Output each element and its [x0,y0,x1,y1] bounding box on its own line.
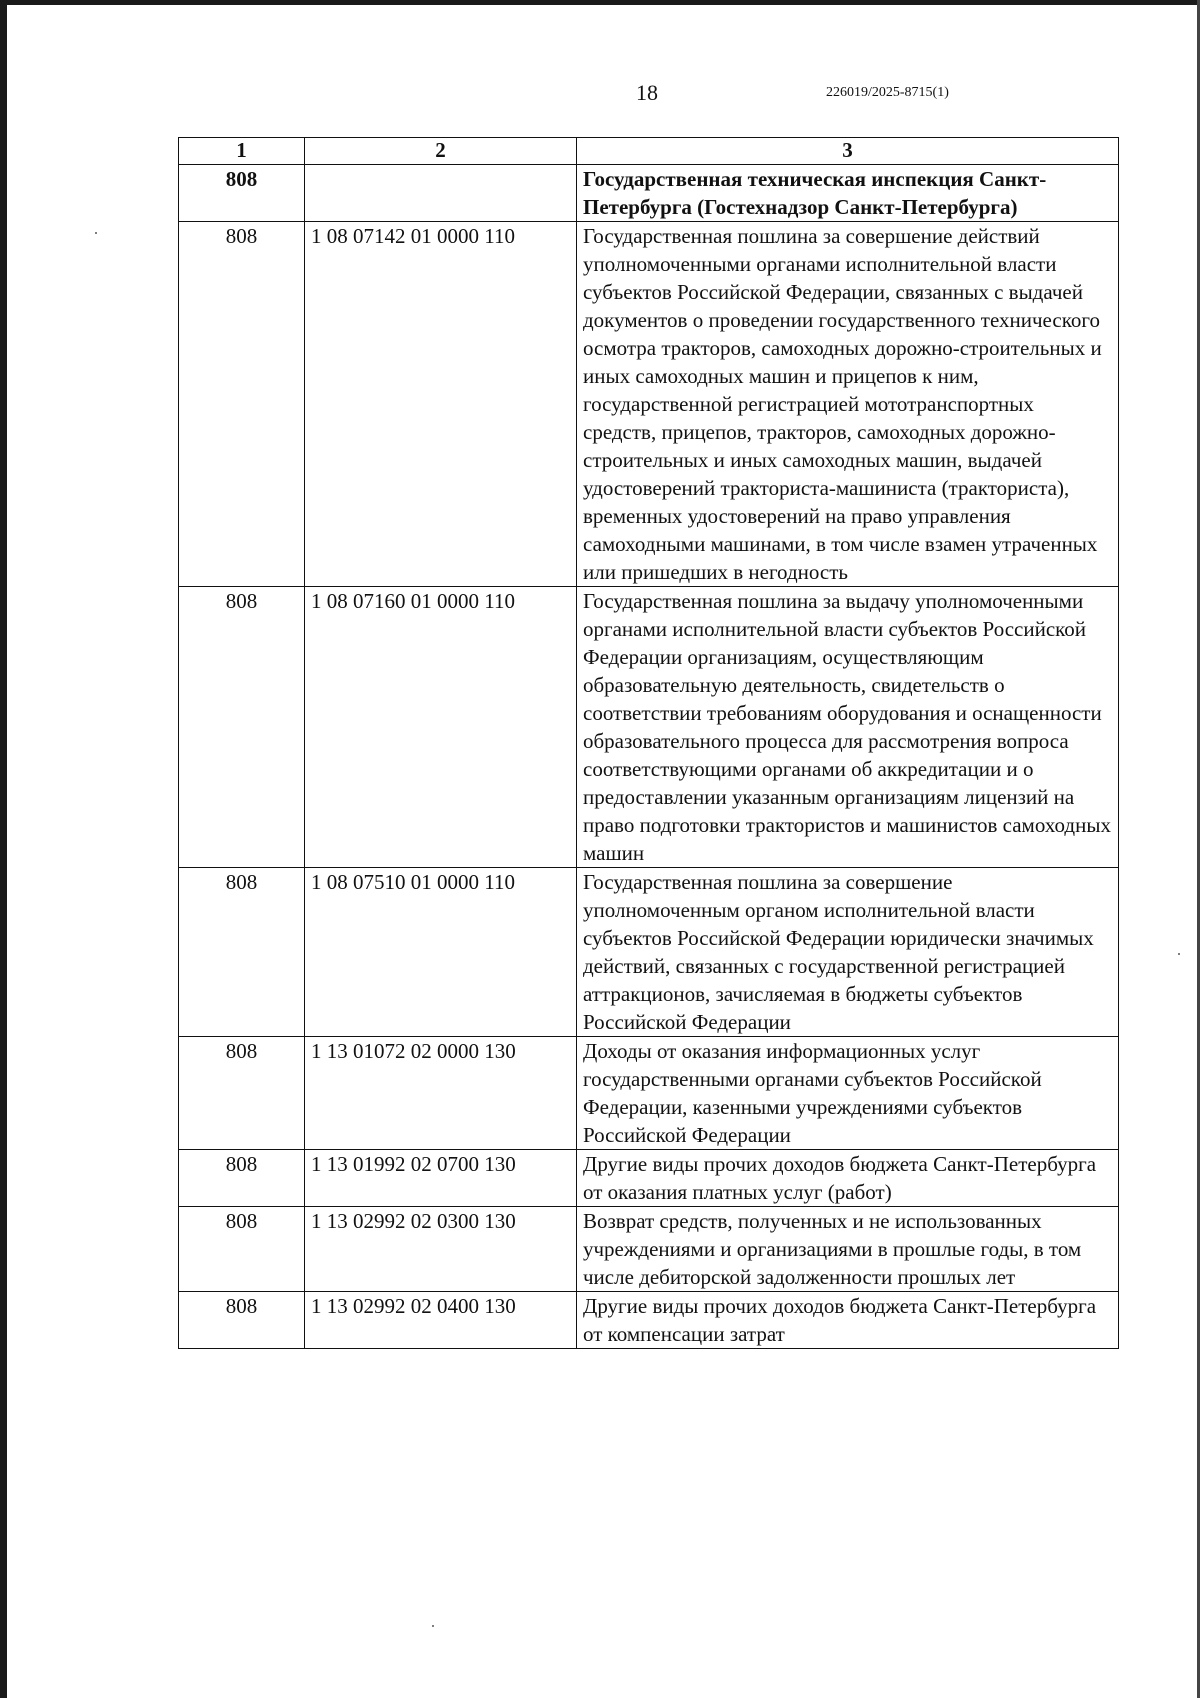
document-id: 226019/2025-8715(1) [826,85,949,100]
scan-border-top [0,0,1200,5]
kbk-cell: 1 08 07510 01 0000 110 [305,868,577,1037]
scan-speck [432,1625,434,1627]
table-row-heading [179,165,1119,222]
table-row [179,1207,1119,1292]
table-row [179,222,1119,587]
admin-code-cell: 808 [179,222,305,587]
name-cell: Другие виды прочих доходов бюджета Санкт-Петербурга от компенсации затрат [577,1292,1119,1349]
kbk-cell: 1 13 01992 02 0700 130 [305,1150,577,1207]
kbk-cell: 1 13 01072 02 0000 130 [305,1037,577,1150]
name-cell: Государственная техническая инспекция Санкт-Петербурга (Гостехнадзор Санкт-Петербурга) [577,165,1119,222]
column-header-2: 2 [305,138,577,165]
admin-code-cell: 808 [179,165,305,222]
scan-speck [1178,953,1180,955]
name-cell: Возврат средств, полученных и не использованных учреждениями и организациями в прошлые годы, в том числе дебиторской задолженности прошлых лет [577,1207,1119,1292]
admin-code-cell: 808 [179,1150,305,1207]
kbk-cell: 1 13 02992 02 0400 130 [305,1292,577,1349]
table-row [179,868,1119,1037]
table-row [179,1150,1119,1207]
name-cell: Другие виды прочих доходов бюджета Санкт-Петербурга от оказания платных услуг (работ) [577,1150,1119,1207]
table-header-row [179,138,1119,165]
admin-code-cell: 808 [179,1037,305,1150]
admin-code-cell: 808 [179,868,305,1037]
column-header-1: 1 [179,138,305,165]
admin-code-cell: 808 [179,1292,305,1349]
table-row [179,1037,1119,1150]
page-number: 18 [636,80,658,105]
kbk-cell: 1 13 02992 02 0300 130 [305,1207,577,1292]
admin-code-cell: 808 [179,1207,305,1292]
table-row [179,1292,1119,1349]
column-header-3: 3 [577,138,1119,165]
kbk-cell: 1 08 07160 01 0000 110 [305,587,577,868]
name-cell: Государственная пошлина за выдачу уполномоченными органами исполнительной власти субъектов Российской Федерации организациям, осуществляющим образовательную деятельность, свидетельств о соответствии требованиям оборудования и оснащенности образовательного процесса для рассмотрения вопроса соответствующими органами об аккредитации и о предоставлении указанным организациям лицензий на право подготовки трактористов и машинистов самоходных машин [577,587,1119,868]
scan-border-left [0,0,7,1698]
revenue-codes-table [178,137,1119,1349]
admin-code-cell: 808 [179,587,305,868]
name-cell: Доходы от оказания информационных услуг государственными органами субъектов Российской Федерации, казенными учреждениями субъектов Российской Федерации [577,1037,1119,1150]
scan-speck [95,232,97,234]
table-row [179,587,1119,868]
kbk-cell [305,165,577,222]
kbk-cell: 1 08 07142 01 0000 110 [305,222,577,587]
name-cell: Государственная пошлина за совершение действий уполномоченными органами исполнительной власти субъектов Российской Федерации, связанных с выдачей документов о проведении государственного технического осмотра тракторов, самоходных дорожно-строительных и иных самоходных машин и прицепов к ним, государственной регистрацией мототранспортных средств, прицепов, тракторов, самоходных дорожно-строительных и иных самоходных машин, выдачей удостоверений тракториста-машиниста (тракториста), временных удостоверений на право управления самоходными машинами, в том числе взамен утраченных или пришедших в негодность [577,222,1119,587]
name-cell: Государственная пошлина за совершение уполномоченным органом исполнительной власти субъектов Российской Федерации юридически значимых действий, связанных с государственной регистрацией аттракционов, зачисляемая в бюджеты субъектов Российской Федерации [577,868,1119,1037]
